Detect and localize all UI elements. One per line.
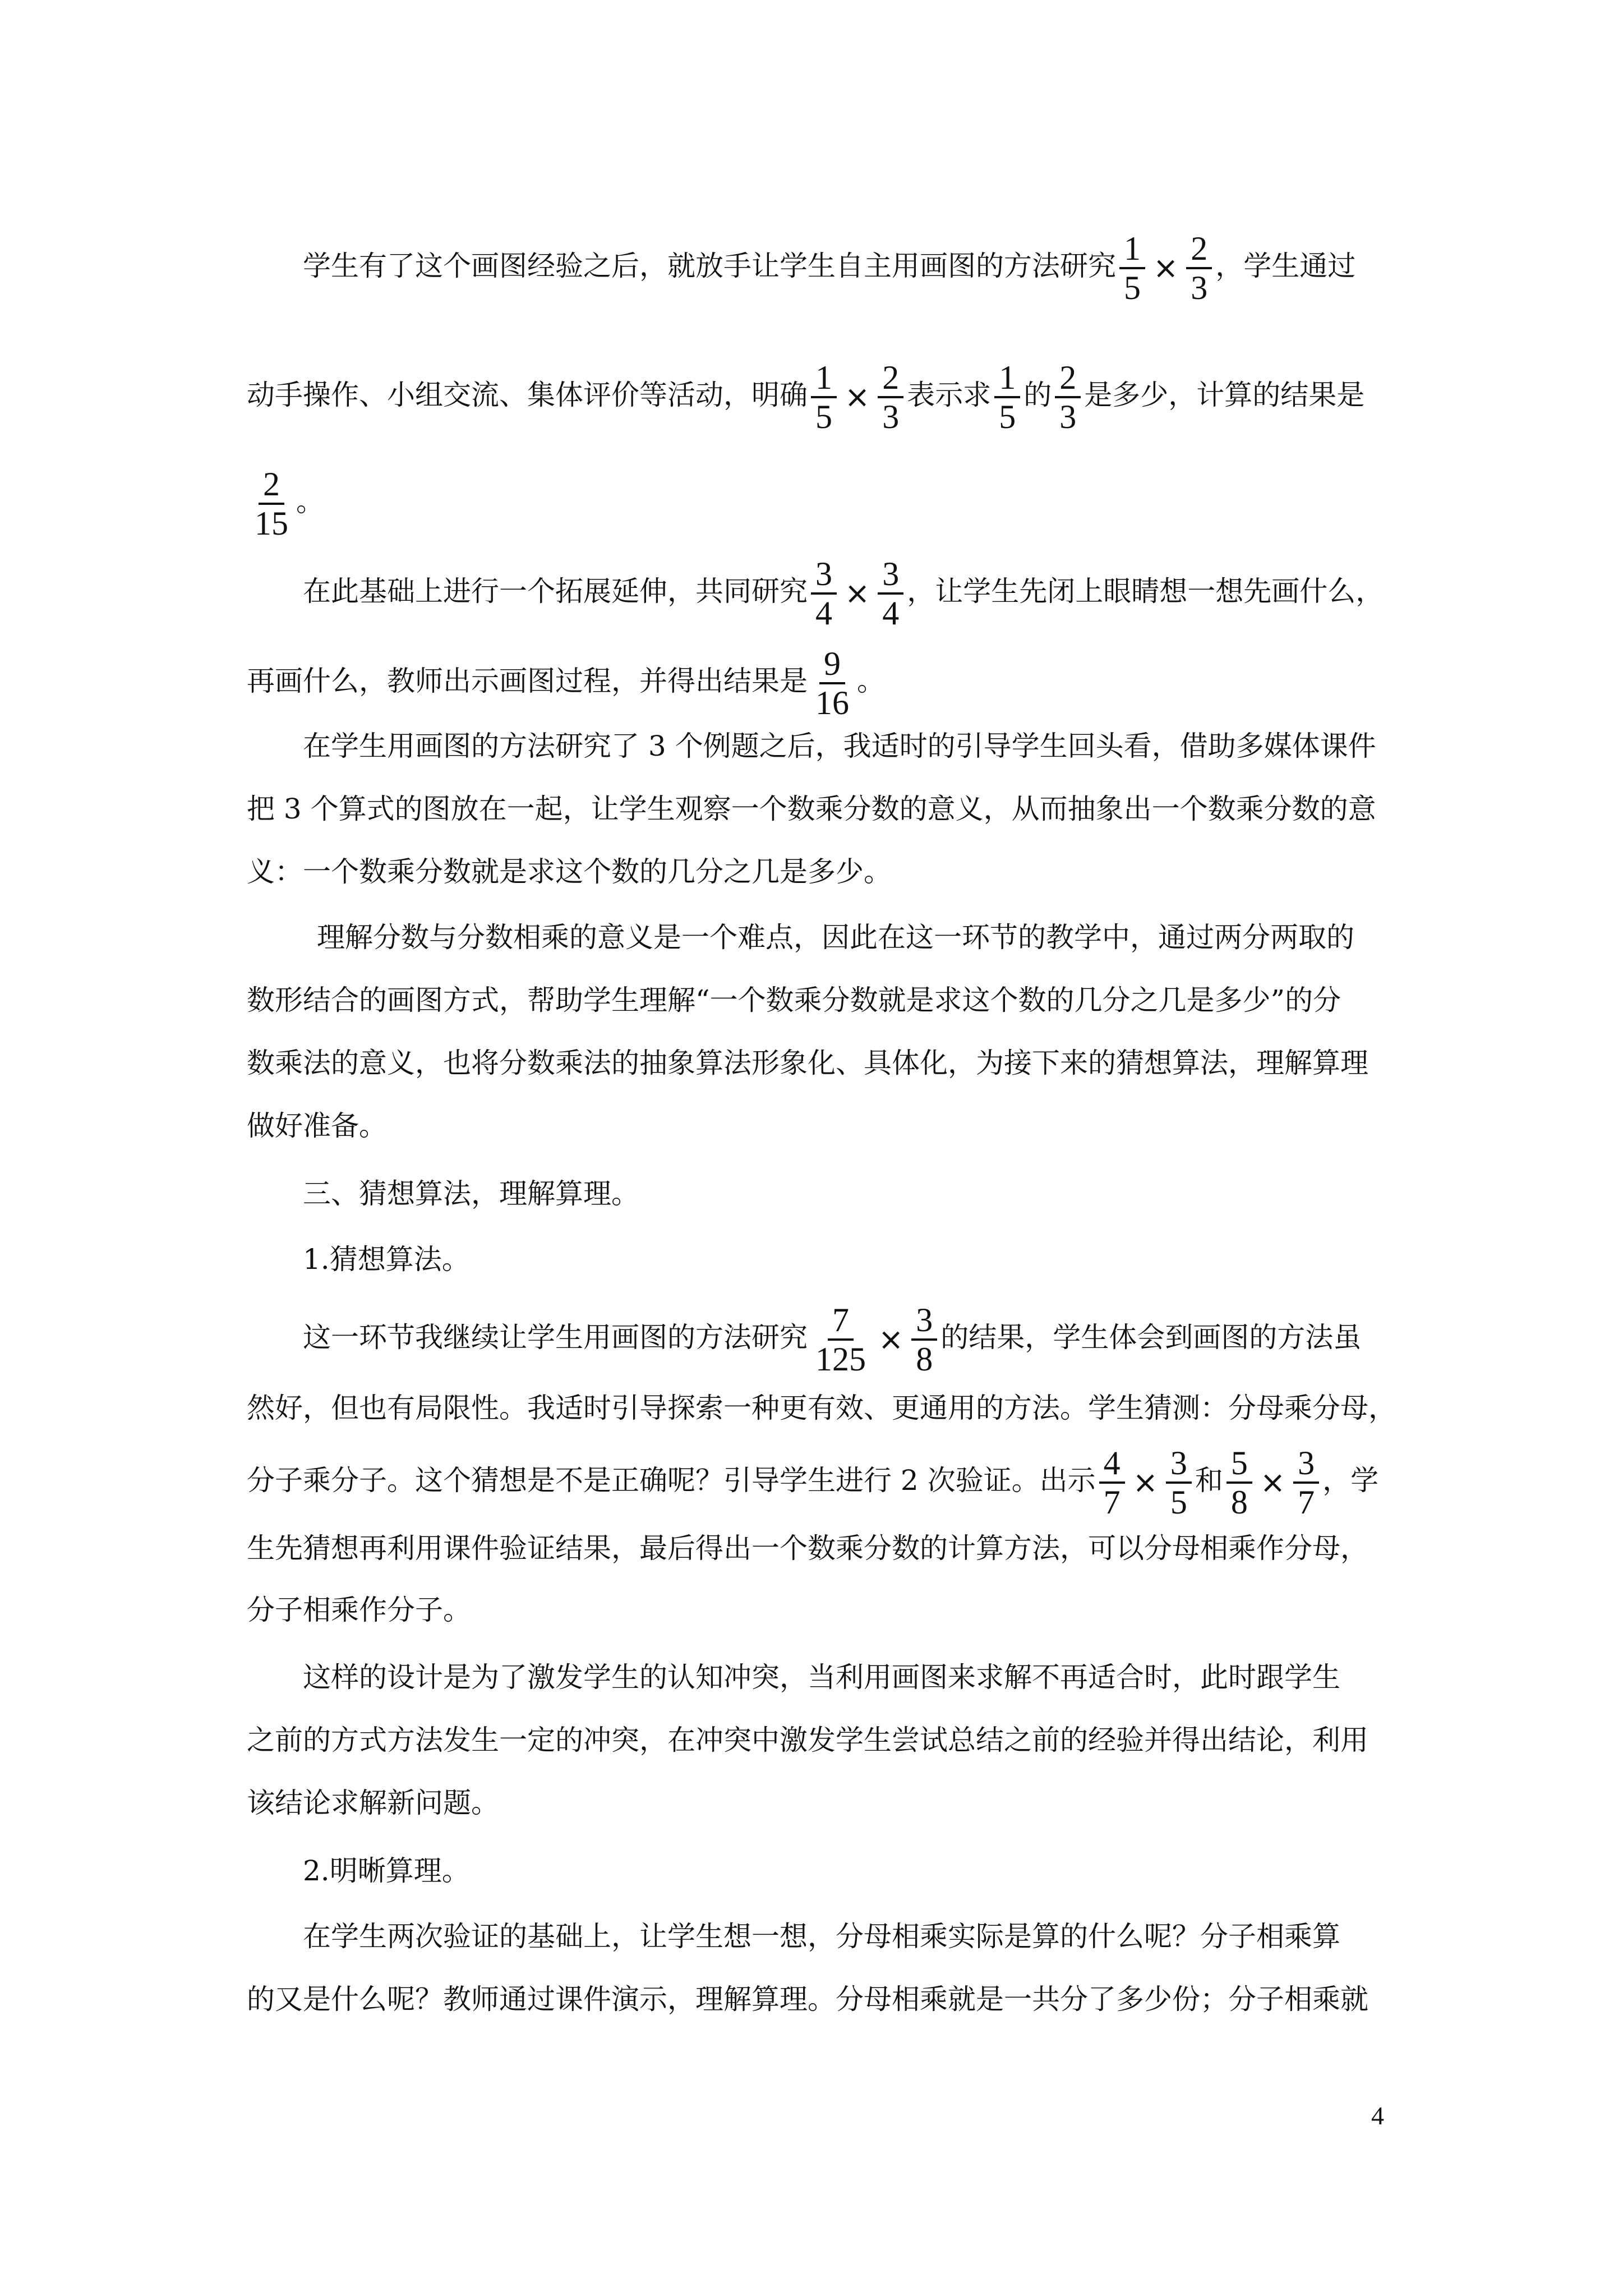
- denominator: 7: [1298, 1484, 1315, 1521]
- text-span: 的: [1023, 379, 1052, 411]
- fraction: [1186, 230, 1212, 306]
- numerator: 3: [878, 555, 903, 595]
- numerator: 2: [1055, 359, 1081, 398]
- fraction: [811, 555, 837, 632]
- page-number: 4: [1371, 2101, 1384, 2130]
- denominator: 16: [815, 684, 849, 721]
- fraction: [878, 359, 903, 435]
- paragraph-line: 做好准备。: [247, 1110, 387, 1142]
- fraction: [1099, 1444, 1125, 1521]
- times-sign: ×: [878, 1322, 904, 1357]
- numerator: 7: [828, 1301, 854, 1341]
- paragraph-line: 的又是什么呢？教师通过课件演示，理解算理。分母相乘就是一共分了多少份；分子相乘就: [247, 1983, 1368, 2016]
- numerator: 9: [819, 645, 845, 684]
- denominator: 8: [1230, 1484, 1248, 1521]
- text-span: 这一环节我继续让学生用画图的方法研究: [303, 1321, 808, 1354]
- denominator: 15: [255, 505, 288, 542]
- text-span: 学生有了这个画图经验之后，就放手让学生自主用画图的方法研究: [303, 250, 1116, 282]
- fraction: [811, 359, 837, 435]
- paragraph-line: 生先猜想再利用课件验证结果，最后得出一个数乘分数的计算方法，可以分母相乘作分母，: [247, 1532, 1368, 1565]
- numerator: 5: [1227, 1444, 1252, 1484]
- text-span: ，学: [1322, 1464, 1379, 1497]
- denominator: 3: [1191, 269, 1208, 306]
- denominator: 5: [999, 398, 1016, 435]
- paragraph-line: 分子相乘作分子。: [247, 1594, 471, 1626]
- paragraph-line: [247, 466, 1402, 542]
- fraction: [1119, 230, 1145, 306]
- text-span: 在此基础上进行一个拓展延伸，共同研究: [303, 575, 808, 608]
- paragraph-line: 然好，但也有局限性。我适时引导探索一种更有效、更通用的方法。学生猜测：分母乘分母，: [247, 1392, 1396, 1424]
- text-span: ，让学生先闭上眼睛想一想先画什么，: [907, 575, 1384, 608]
- fraction: [911, 1301, 937, 1378]
- fraction: [1227, 1444, 1252, 1521]
- numerator: 3: [1293, 1444, 1319, 1484]
- paragraph-line: [303, 555, 1458, 632]
- fraction: [1166, 1444, 1192, 1521]
- paragraph-line: [247, 1444, 1402, 1521]
- fraction: [811, 645, 854, 721]
- text-span: 分子乘分子。这个猜想是不是正确呢？引导学生进行 2 次验证。出示: [247, 1464, 1096, 1497]
- paragraph-line: [247, 359, 1402, 435]
- times-sign: ×: [845, 576, 870, 611]
- text-span: 。: [296, 485, 324, 518]
- fraction: [878, 555, 903, 632]
- paragraph-line: 在学生两次验证的基础上，让学生想一想，分母相乘实际是算的什么呢？分子相乘算: [303, 1920, 1340, 1953]
- paragraph-line: [247, 645, 1402, 721]
- subsection-heading: 1.猜想算法。: [303, 1243, 470, 1276]
- text-span: 是多少，计算的结果是: [1084, 379, 1365, 411]
- paragraph-line: 该结论求解新问题。: [247, 1787, 499, 1819]
- paragraph-line: 之前的方式方法发生一定的冲突，在冲突中激发学生尝试总结之前的经验并得出结论，利用: [247, 1724, 1368, 1756]
- text-span: 动手操作、小组交流、集体评价等活动，明确: [247, 379, 808, 411]
- fraction: [1055, 359, 1081, 435]
- times-sign: ×: [1153, 250, 1179, 286]
- numerator: 1: [1119, 230, 1145, 269]
- paragraph-line: [303, 230, 1458, 306]
- fraction: [250, 466, 293, 542]
- denominator: 5: [1170, 1484, 1187, 1521]
- fraction: [994, 359, 1020, 435]
- text-span: 和: [1195, 1464, 1223, 1497]
- denominator: 5: [815, 398, 832, 435]
- fraction: [811, 1301, 870, 1378]
- numerator: 3: [911, 1301, 937, 1341]
- paragraph-line: 把 3 个算式的图放在一起，让学生观察一个数乘分数的意义，从而抽象出一个数乘分数的意: [247, 793, 1376, 825]
- denominator: 125: [815, 1341, 866, 1378]
- denominator: 3: [882, 398, 900, 435]
- paragraph-line: 义：一个数乘分数就是求这个数的几分之几是多少。: [247, 855, 892, 888]
- denominator: 4: [815, 595, 832, 632]
- numerator: 2: [1186, 230, 1212, 269]
- subsection-heading: 2.明晰算理。: [303, 1855, 470, 1887]
- numerator: 1: [994, 359, 1020, 398]
- denominator: 8: [916, 1341, 933, 1378]
- denominator: 5: [1124, 269, 1141, 306]
- numerator: 3: [811, 555, 837, 595]
- text-span: ，学生通过: [1215, 250, 1356, 282]
- times-sign: ×: [1132, 1465, 1158, 1500]
- times-sign: ×: [845, 379, 870, 415]
- times-sign: ×: [1260, 1465, 1286, 1500]
- numerator: 2: [878, 359, 903, 398]
- paragraph-line: [303, 1301, 1458, 1378]
- numerator: 3: [1166, 1444, 1192, 1484]
- paragraph-line: 理解分数与分数相乘的意义是一个难点，因此在这一环节的教学中，通过两分两取的: [317, 921, 1354, 954]
- numerator: 2: [259, 466, 284, 505]
- text-span: 。: [857, 665, 885, 697]
- paragraph-line: 数形结合的画图方式，帮助学生理解“一个数乘分数就是求这个数的几分之几是多少”的分: [247, 984, 1341, 1016]
- denominator: 3: [1059, 398, 1077, 435]
- denominator: 7: [1103, 1484, 1121, 1521]
- text-span: 的结果，学生体会到画图的方法虽: [940, 1321, 1362, 1354]
- paragraph-line: 这样的设计是为了激发学生的认知冲突，当利用画图来求解不再适合时，此时跟学生: [303, 1661, 1340, 1694]
- text-span: 再画什么，教师出示画图过程，并得出结果是: [247, 665, 808, 697]
- text-span: 表示求: [907, 379, 992, 411]
- paragraph-line: 在学生用画图的方法研究了 3 个例题之后，我适时的引导学生回头看，借助多媒体课件: [303, 730, 1376, 762]
- section-heading: 三、猜想算法，理解算理。: [303, 1177, 639, 1210]
- denominator: 4: [882, 595, 900, 632]
- numerator: 4: [1099, 1444, 1125, 1484]
- paragraph-line: 数乘法的意义，也将分数乘法的抽象算法形象化、具体化，为接下来的猜想算法，理解算理: [247, 1047, 1368, 1079]
- fraction: [1293, 1444, 1319, 1521]
- numerator: 1: [811, 359, 837, 398]
